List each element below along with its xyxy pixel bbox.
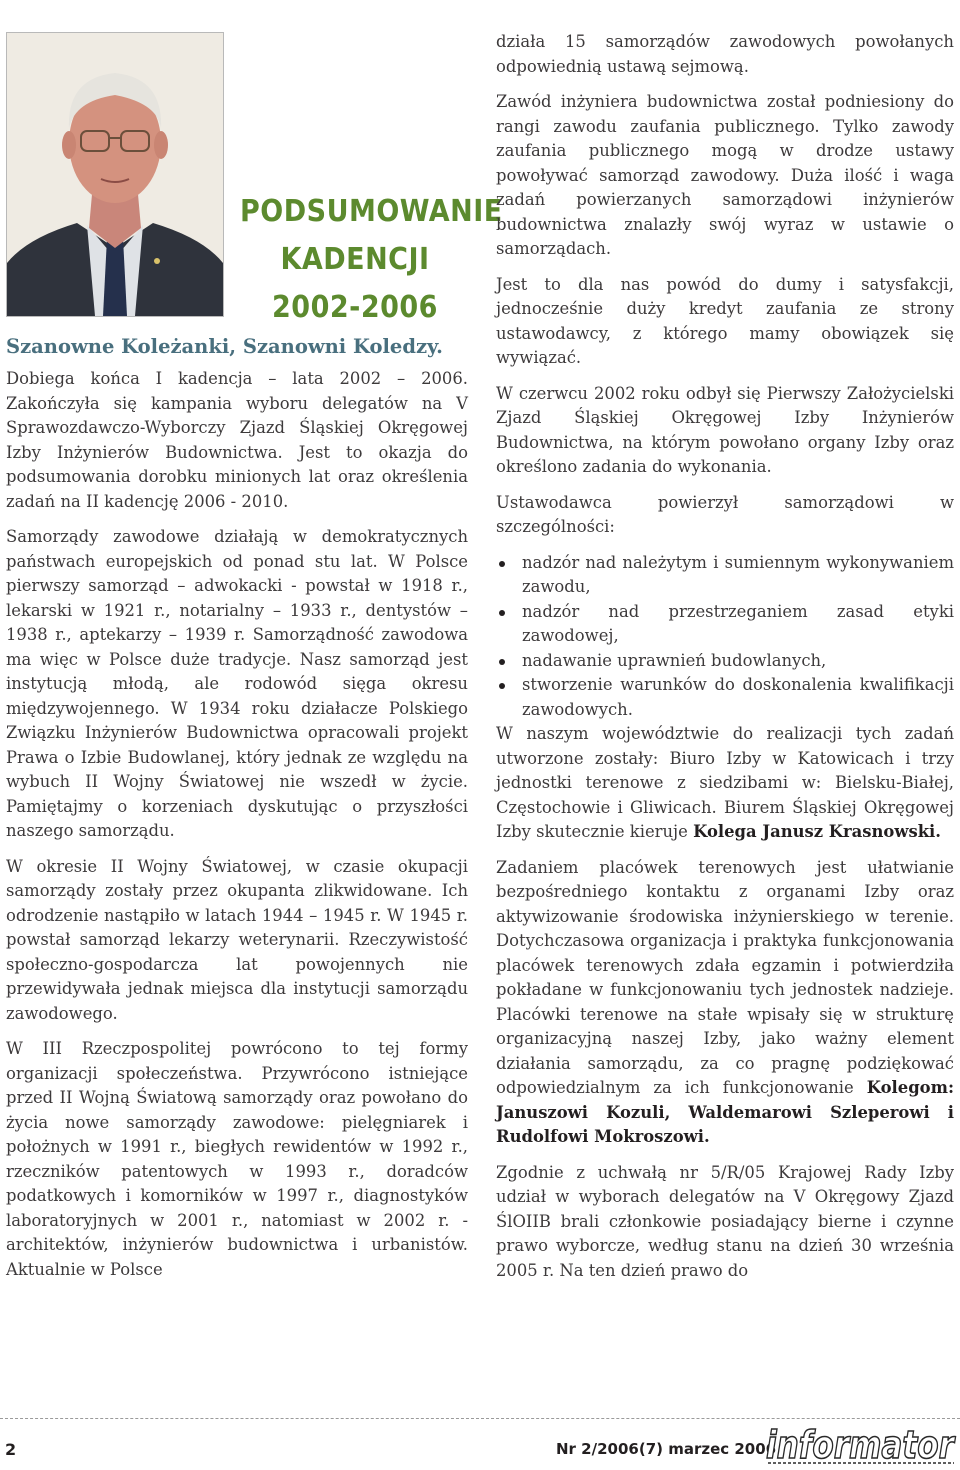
paragraph: działa 15 samorządów zawodowych powołanych odpowiednią ustawą sejmową.	[496, 32, 954, 76]
paragraph: Zawód inżyniera budownictwa został podniesiony do rangi zawodu zaufania publicznego. Tylko zawody zaufania publicznego mogą w drodze ustawy powoływać samorząd zawodowy. Duża ilość i waga zadań powierzanych samorządowi inżynierów budownictwa znalazły swój wyraz w ustawie o samorządach.	[496, 92, 954, 258]
bold-name: Kolega Janusz Krasnowski.	[693, 822, 941, 841]
list-item: nadzór nad należytym i sumiennym wykonywaniem zawodu,	[496, 551, 954, 600]
portrait-photo	[6, 32, 224, 317]
title-line-1: PODSUMOWANIE	[240, 194, 503, 229]
paragraph	[496, 722, 954, 845]
title-line-3: 2002-2006	[272, 290, 438, 325]
issue-info: Nr 2/2006(7) marzec 2006	[556, 1440, 777, 1458]
article-title	[240, 188, 503, 332]
list-item: nadzór nad przestrzeganiem zasad etyki zawodowej,	[496, 600, 954, 649]
footer-divider	[0, 1418, 960, 1419]
paragraph: W III Rzeczpospolitej powrócono to tej formy organizacji społeczeństwa. Przywrócono istniejące przed II Wojną Światową samorządy oraz powołano do życia nowe samorządy zawodowe: pielęgniarek i położnych w 1991 r., biegłych rewidentów w 1992 r., rzeczników patentowych w 1993 r., doradców podatkowych i komorników w 1997 r., diagnostyków laboratoryjnych w 2001 r., natomiast w 2002 r. - architektów, inżynierów budownictwa i urbanistów. Aktualnie w Polsce	[6, 1039, 468, 1279]
paragraph: Zgodnie z uchwałą nr 5/R/05 Krajowej Rady Izby udział w wyborach delegatów na V Okręgowy Zjazd ŚlOIIB brali członkowie posiadający bierne i czynne prawo wyborcze, według stanu na dzień 30 września 2005 r. Na ten dzień prawo do	[496, 1162, 954, 1280]
list-item: nadawanie uprawnień budowlanych,	[496, 649, 954, 674]
title-line-2: KADENCJI	[280, 242, 430, 277]
informator-logo	[764, 1420, 958, 1466]
responsibilities-list	[496, 551, 954, 723]
paragraph-text: Zadaniem placówek terenowych jest ułatwianie bezpośredniego kontaktu z organami Izby oraz aktywizowanie środowiska inżynierskiego w terenie. Dotychczasowa organizacja i praktyka funkcjonowania placówek terenowych zdała egzamin i potwierdziła pokładane w funkcjonowaniu tych jednostek nadzieje. Placówki terenowe na stałe wpisały się w strukturę organizacyjną naszej Izby, jako ważny element działania samorządu, za co pragnę podziękować odpowiedzialnym za ich funkcjonowanie	[496, 857, 954, 1097]
svg-text:informator: informator	[766, 1423, 956, 1466]
paragraph: Jest to dla nas powód do dumy i satysfakcji, jednocześnie duży kredyt zaufania ze strony ustawodawcy, z którego mamy obowiązek się wywiązać.	[496, 274, 954, 367]
list-item: stworzenie warunków do doskonalenia kwalifikacji zawodowych.	[496, 673, 954, 722]
informator-logo-graphic	[764, 1420, 958, 1466]
paragraph: Samorządy zawodowe działają w demokratycznych państwach europejskich od ponad stu lat. W Polsce pierwszy samorząd – adwokacki - powstał w 1918 r., lekarski w 1921 r., notarialny – 1933 r., dentystów – 1938 r., aptekarzy – 1939 r. Samorządność zawodowa ma więc w Polsce duże tradycje. Nasz samorząd jest instytucją młodą, ale rodowód sięga okresu międzywojennego. W 1934 roku działacze Polskiego Związku Inżynierów Budownictwa opracowali projekt Prawa o Izbie Budowlanej, który jednak ze względu na wybuch II Wojny Światowej nie wszedł w życie. Pamiętajmy o korzeniach dyskutując o przyszłości naszego samorządu.	[6, 527, 468, 840]
page-number: 2	[5, 1440, 17, 1459]
portrait-illustration	[7, 33, 223, 316]
paragraph: Ustawodawca powierzył samorządowi w szczególności:	[496, 492, 954, 536]
paragraph-text: W naszym województwie do realizacji tych zadań utworzone zostały: Biuro Izby w Katowicach i trzy jednostki terenowe z siedzibami w: Bielsku-Białej, Częstochowie i Gliwicach. Biurem Śląskiej Okręgowej Izby skutecznie kieruje	[496, 724, 954, 841]
greeting: Szanowne Koleżanki, Szanowni Koledzy.	[6, 335, 443, 358]
left-column	[6, 367, 468, 1293]
paragraph: Dobiega końca I kadencja – lata 2002 – 2006. Zakończyła się kampania wyboru delegatów na V Sprawozdawczo-Wyborczy Zjazd Śląskiej Okręgowej Izby Inżynierów Budownictwa. Jest to okazja do podsumowania dorobku minionych lat oraz określenia zadań na II kadencję 2006 - 2010.	[6, 369, 468, 511]
bold-names: Kolegom: Januszowi Kozuli, Waldemarowi Szleperowi i Rudolfowi Mokroszowi.	[496, 1078, 954, 1146]
paragraph: W czerwcu 2002 roku odbył się Pierwszy Założycielski Zjazd Śląskiej Okręgowej Izby Inżynierów Budownictwa, na którym powołano organy Izby oraz określono zadania do wykonania.	[496, 383, 954, 476]
paragraph	[496, 856, 954, 1150]
right-column	[496, 30, 954, 1283]
paragraph: W okresie II Wojny Światowej, w czasie okupacji samorządy zostały przez okupanta zlikwidowane. Ich odrodzenie nastąpiło w latach 1944 – 1945 r. W 1945 r. powstał samorząd lekarzy weterynarii. Rzeczywistość społeczno-gospodarcza lat powojennych nie przewidywała jednak miejsca dla instytucji samorządu zawodowego.	[6, 856, 468, 1023]
